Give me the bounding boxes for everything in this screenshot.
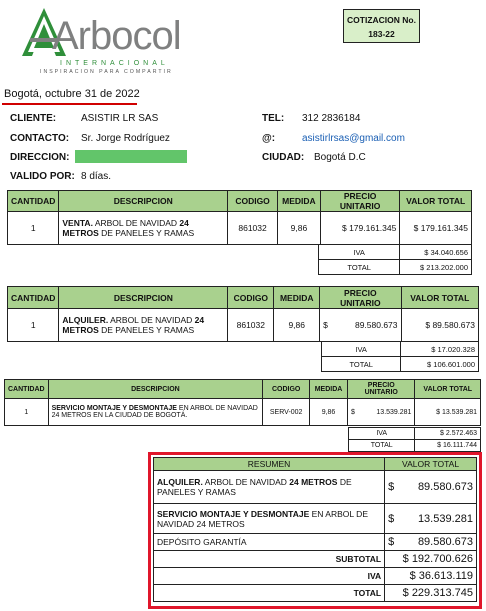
total-label: TOTAL: [349, 440, 415, 452]
cell-precio: $ 13.539.281: [347, 399, 414, 426]
contacto-label: CONTACTO:: [10, 133, 70, 144]
cell-codigo: 861032: [228, 212, 278, 245]
col-medida: MEDIDA: [274, 287, 320, 309]
logo-name: Arbocol: [52, 14, 181, 58]
col-codigo: CODIGO: [263, 380, 310, 399]
iva-value: $ 34.040.656: [400, 245, 472, 260]
email-label: @:: [262, 133, 276, 144]
total-value: $ 16.111.744: [415, 440, 481, 452]
items-table-alquiler: [7, 286, 479, 342]
company-logo: [22, 6, 192, 78]
iva-label: IVA: [322, 342, 401, 357]
logo-subtitle: INTERNACIONAL: [60, 60, 169, 67]
col-descripcion: DESCRIPCION: [59, 287, 228, 309]
ciudad-value: Bogotá D.C: [314, 152, 366, 163]
cliente-value: ASISTIR LR SAS: [81, 113, 159, 124]
resumen-iva-label: IVA: [154, 568, 385, 585]
direccion-label: DIRECCION:: [10, 152, 70, 163]
resumen-value: $ 89.580.673: [385, 534, 477, 551]
iva-label: IVA: [349, 428, 415, 440]
col-cantidad: CANTIDAD: [8, 191, 59, 212]
table-row: [8, 212, 472, 245]
resumen-table: [153, 457, 477, 602]
quote-title: COTIZACION No.: [347, 15, 416, 25]
tel-label: TEL:: [262, 113, 285, 124]
cell-valor: $ 89.580.673: [401, 309, 478, 342]
resumen-desc: DEPÓSITO GARANTÍA: [154, 534, 385, 551]
cell-medida: 9,86: [277, 212, 320, 245]
date-underline: [2, 103, 137, 105]
col-cantidad: CANTIDAD: [5, 380, 49, 399]
valido-value: 8 días.: [81, 171, 112, 182]
totals-servicio: [348, 427, 481, 452]
resumen-value: $ 13.539.281: [385, 504, 477, 534]
subtotal-value: $ 192.700.626: [385, 551, 477, 568]
resumen-title: RESUMEN: [154, 458, 385, 471]
iva-value: $ 2.572.463: [415, 428, 481, 440]
iva-value: $ 17.020.328: [401, 342, 479, 357]
total-label: TOTAL: [322, 357, 401, 372]
resumen-box: [148, 452, 482, 609]
email-link[interactable]: asistirlrsas@gmail.com: [302, 133, 405, 144]
total-label: TOTAL: [319, 260, 400, 275]
direccion-redacted: [75, 150, 187, 163]
ciudad-label: CIUDAD:: [262, 152, 305, 163]
quote-date: Bogotá, octubre 31 de 2022: [4, 88, 140, 100]
resumen-total-value: $ 229.313.745: [385, 585, 477, 602]
resumen-row: [154, 504, 477, 534]
resumen-total-label: TOTAL: [154, 585, 385, 602]
subtotal-label: SUBTOTAL: [154, 551, 385, 568]
totals-alquiler: [321, 341, 479, 372]
resumen-row: [154, 471, 477, 504]
quote-number-box: [343, 9, 420, 43]
cell-medida: 9,86: [274, 309, 320, 342]
cell-cantidad: 1: [5, 399, 49, 426]
cell-cantidad: 1: [8, 309, 59, 342]
logo-tagline: INSPIRACION PARA COMPARTIR: [40, 69, 173, 75]
col-cantidad: CANTIDAD: [8, 287, 59, 309]
resumen-value: $ 89.580.673: [385, 471, 477, 504]
table-row: [5, 399, 481, 426]
total-value: $ 106.601.000: [401, 357, 479, 372]
col-descripcion: DESCRIPCION: [48, 380, 263, 399]
totals-venta: [318, 244, 472, 275]
resumen-iva-value: $ 36.613.119: [385, 568, 477, 585]
cliente-label: CLIENTE:: [10, 113, 57, 124]
col-precio: PRECIO UNITARIO: [320, 191, 399, 212]
cell-medida: 9,86: [310, 399, 348, 426]
items-table-venta: [7, 190, 472, 245]
cell-precio: $ 89.580.673: [320, 309, 401, 342]
cell-valor: $ 179.161.345: [400, 212, 472, 245]
cell-descripcion: VENTA. ARBOL DE NAVIDAD 24 METROS DE PANELES Y RAMAS: [59, 212, 228, 245]
table-row: [8, 309, 479, 342]
cell-codigo: SERV-002: [263, 399, 310, 426]
resumen-row: [154, 534, 477, 551]
cell-codigo: 861032: [228, 309, 274, 342]
quote-number: 183-22: [368, 29, 395, 39]
contacto-value: Sr. Jorge Rodríguez: [81, 133, 170, 144]
iva-label: IVA: [319, 245, 400, 260]
items-table-servicio: [4, 379, 481, 426]
col-precio: PRECIO UNITARIO: [320, 287, 401, 309]
tel-value: 312 2836184: [302, 113, 361, 124]
col-codigo: CODIGO: [228, 191, 278, 212]
cell-descripcion: SERVICIO MONTAJE Y DESMONTAJE EN ARBOL DE NAVIDAD 24 METROS EN LA CIUDAD DE BOGOTÁ.: [48, 399, 263, 426]
cell-cantidad: 1: [8, 212, 59, 245]
col-valor: VALOR TOTAL: [400, 191, 472, 212]
col-precio: PRECIO UNITARIO: [347, 380, 414, 399]
cell-descripcion: ALQUILER. ARBOL DE NAVIDAD 24 METROS DE PANELES Y RAMAS: [59, 309, 228, 342]
valido-label: VALIDO POR:: [10, 171, 75, 182]
resumen-desc: SERVICIO MONTAJE Y DESMONTAJE EN ARBOL DE NAVIDAD 24 METROS: [154, 504, 385, 534]
col-codigo: CODIGO: [228, 287, 274, 309]
col-medida: MEDIDA: [277, 191, 320, 212]
col-valor: VALOR TOTAL: [401, 287, 478, 309]
col-medida: MEDIDA: [310, 380, 348, 399]
col-descripcion: DESCRIPCION: [59, 191, 228, 212]
col-valor: VALOR TOTAL: [415, 380, 481, 399]
resumen-valor-title: VALOR TOTAL: [385, 458, 477, 471]
resumen-desc: ALQUILER. ARBOL DE NAVIDAD 24 METROS DE PANELES Y RAMAS: [154, 471, 385, 504]
cell-valor: $ 13.539.281: [415, 399, 481, 426]
total-value: $ 213.202.000: [400, 260, 472, 275]
cell-precio: $ 179.161.345: [320, 212, 399, 245]
